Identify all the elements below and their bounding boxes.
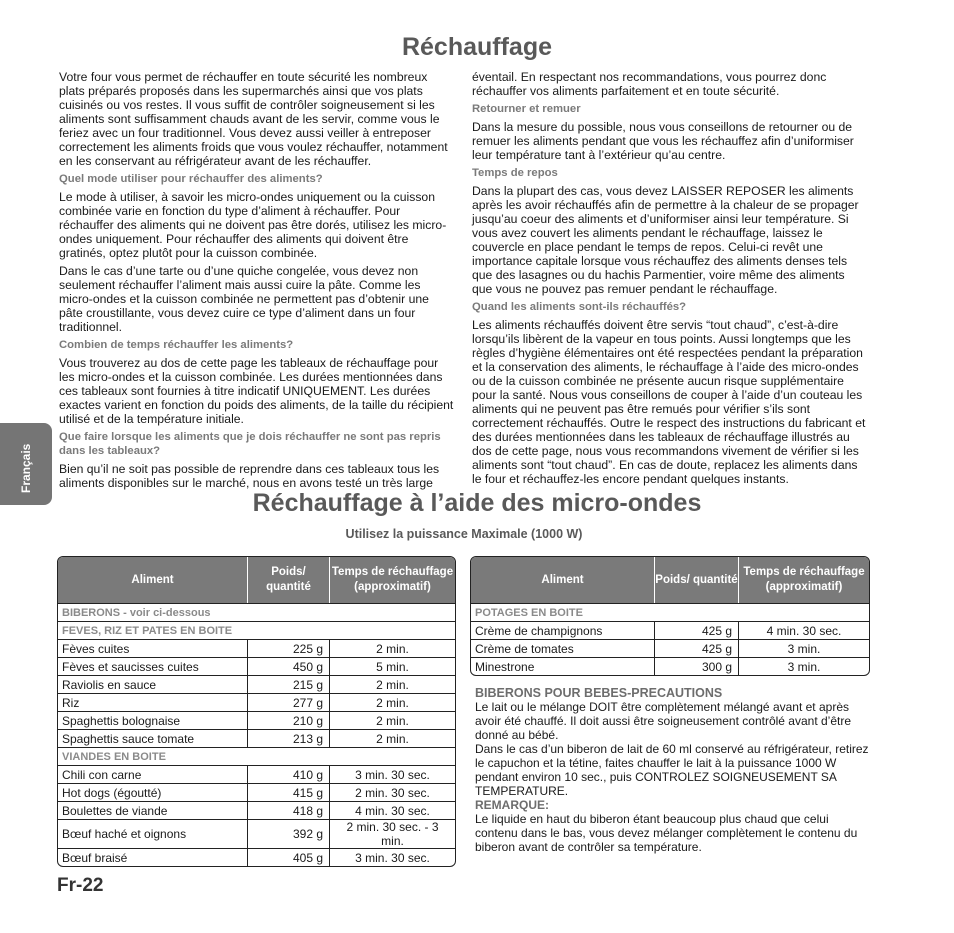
time-cell: 3 min. (739, 657, 869, 675)
left-text-column (59, 70, 454, 490)
food-cell: Boulettes de viande (58, 801, 248, 819)
table-row (471, 621, 869, 639)
baby-bottle-notes (475, 686, 870, 854)
table-category-row (471, 603, 869, 621)
paragraph: Dans la mesure du possible, nous vous conseillons de retourner ou de remuer les aliments pendant que vous les réchauffez afin d’uniformiser leur température tant à l’extérieur qu’au centre. (472, 120, 854, 162)
header-poids: Poids/ quantité (248, 557, 330, 603)
notes-heading: BIBERONS POUR BEBES-PRECAUTIONS (475, 686, 723, 700)
time-cell: 3 min. 30 sec. (330, 848, 455, 866)
weight-cell: 215 g (248, 675, 330, 693)
paragraph: Dans le cas d’une tarte ou d’une quiche congelée, vous devez non seulement réchauffer l’aliment mais aussi cuire la pâte. Comme les micro-ondes et la cuisson combinée ne permettent pas d’obtenir une pâte croustillante, vous devez cuire ce type d’aliment dans un four traditionnel. (59, 264, 429, 334)
time-cell: 4 min. 30 sec. (330, 801, 455, 819)
paragraph: Dans la plupart des cas, vous devez LAISSER REPOSER les aliments après les avoir réchauffés afin de permettre à la chaleur de se propager jusqu’au coeur des aliments et d’uniformiser ainsi leur température. Si vous avez couvert les aliments pendant le réchauffage, laissez le couvercle en place pendant le temps de repos. Celui-ci revêt une importance capitale lorsque vous réchauffez des aliments denses tels que des lasagnes ou du hachis Parmentier, voire même des aliments que vous ne pouvez pas remuer pendant le réchauffage. (472, 184, 859, 296)
table-row (58, 783, 455, 801)
language-tab-label: Français (19, 443, 33, 493)
food-cell: Fèves cuites (58, 639, 248, 657)
notes-paragraph: Dans le cas d’un biberon de lait de 60 ml conservé au réfrigérateur, retirez le capuchon et la tétine, faites chauffer le lait à la puissance 1000 W pendant environ 10 sec., puis CONTROLEZ SOIGNEUSEMENT SA TEMPERATURE. (475, 742, 869, 798)
header-temps: Temps de réchauffage (approximatif) (330, 557, 455, 603)
subheading: Quel mode utiliser pour réchauffer des aliments? (59, 173, 323, 185)
weight-cell: 450 g (248, 657, 330, 675)
food-cell: Raviolis en sauce (58, 675, 248, 693)
subheading: Retourner et remuer (472, 103, 581, 115)
food-cell: Spaghettis sauce tomate (58, 729, 248, 747)
weight-cell: 277 g (248, 693, 330, 711)
subheading: Combien de temps réchauffer les aliments? (59, 339, 294, 351)
category-label: POTAGES EN BOITE (471, 603, 869, 621)
food-cell: Minestrone (471, 657, 655, 675)
weight-cell: 210 g (248, 711, 330, 729)
weight-cell: 225 g (248, 639, 330, 657)
table-row (58, 848, 455, 866)
table-row (58, 801, 455, 819)
section-title: Réchauffage à l’aide des micro-ondes (252, 489, 702, 517)
time-cell: 5 min. (330, 657, 455, 675)
weight-cell: 392 g (248, 819, 330, 848)
category-label: VIANDES EN BOITE (58, 747, 455, 765)
time-cell: 2 min. (330, 729, 455, 747)
food-cell: Crème de champignons (471, 621, 655, 639)
weight-cell: 425 g (655, 621, 739, 639)
time-cell: 2 min. (330, 675, 455, 693)
table-row (58, 657, 455, 675)
weight-cell: 415 g (248, 783, 330, 801)
paragraph: Vous trouverez au dos de cette page les tableaux de réchauffage pour les micro-ondes et la cuisson combinée. Les durées mentionnées dans ces tableaux sont fournies à titre indicatif UNIQUEMENT. Les durées exactes varient en fonction du poids des aliments, de la taille du récipient utilisé et de la température initiale. (59, 356, 454, 426)
category-label: BIBERONS - voir ci-dessous (58, 603, 455, 621)
table-row (58, 639, 455, 657)
paragraph: Votre four vous permet de réchauffer en toute sécurité les nombreux plats préparés proposés dans les supermarchés ainsi que vos plats cuisinés ou vos restes. Il vous suffit de contrôler soigneusement si les aliments sont suffisamment chauds avant de les servir, comme vous le feriez avec un four traditionnel. Vous devez aussi veiller à entreposer correctement les aliments froids que vous voulez réchauffer, notamment en les conservant au réfrigérateur avant de les réchauffer. (59, 70, 448, 168)
table-row (471, 657, 869, 675)
food-cell: Spaghettis bolognaise (58, 711, 248, 729)
time-cell: 4 min. 30 sec. (739, 621, 869, 639)
subheading: Que faire lorsque les aliments que je dois réchauffer ne sont pas repris dans les tableaux? (59, 431, 441, 457)
table-category-row (58, 621, 455, 639)
notes-paragraph: Le lait ou le mélange DOIT être complètement mélangé avant et après avoir été chauffé. Il doit aussi être soigneusement contrôlé avant d’être donné au bébé. (475, 700, 852, 742)
food-cell: Hot dogs (égoutté) (58, 783, 248, 801)
right-text-column (472, 70, 867, 486)
reheat-table-left (57, 556, 456, 867)
food-cell: Bœuf braisé (58, 848, 248, 866)
weight-cell: 418 g (248, 801, 330, 819)
power-subtitle: Utilisez la puissance Maximale (1000 W) (345, 527, 583, 541)
time-cell: 2 min. (330, 693, 455, 711)
food-cell: Fèves et saucisses cuites (58, 657, 248, 675)
food-cell: Chili con carne (58, 765, 248, 783)
table-row (58, 693, 455, 711)
food-cell: Crème de tomates (471, 639, 655, 657)
weight-cell: 425 g (655, 639, 739, 657)
table-row (58, 765, 455, 783)
time-cell: 2 min. 30 sec. - 3 min. (330, 819, 455, 848)
paragraph: Les aliments réchauffés doivent être servis “tout chaud”, c’est-à-dire lorsqu’ils libèrent de la vapeur en tous points. Aussi longtemps que les règles d’hygiène élémentaires ont été respectées pendant la préparation et la conservation des aliments, le réchauffage à l’aide des micro-ondes ou de la cuisson combinée ne présente aucun risque supplémentaire pour la santé. Nous vous conseillons de couper à l’aide d’un couteau les aliments qui ne peuvent pas être remués pour vérifier s’ils sont correctement réchauffés. Outre le respect des instructions du fabricant et des durées mentionnées dans les tableaux de réchauffage illustrés au dos de cette page, nous vous recommandons vivement de vérifier si les aliments sont “tout chaud”. En cas de doute, replacez les aliments dans le four et réchauffez-les encore pendant quelques instants. (472, 318, 866, 486)
remark-paragraph: Le liquide en haut du biberon étant beaucoup plus chaud que celui contenu dans le bas, vous devez mélanger complètement le contenu du biberon avant de contrôler sa température. (475, 812, 858, 854)
time-cell: 3 min. (739, 639, 869, 657)
time-cell: 2 min. (330, 711, 455, 729)
page-title: Réchauffage (401, 33, 553, 61)
weight-cell: 213 g (248, 729, 330, 747)
weight-cell: 300 g (655, 657, 739, 675)
header-aliment: Aliment (58, 557, 248, 603)
weight-cell: 410 g (248, 765, 330, 783)
table-row (58, 729, 455, 747)
remark-heading: REMARQUE: (475, 798, 549, 812)
paragraph: Le mode à utiliser, à savoir les micro-ondes uniquement ou la cuisson combinée varie en fonction du type d’aliment à réchauffer. Pour réchauffer des aliments qui ne doivent pas être dorés, utilisez les micro-ondes uniquement. Pour réchauffer des aliments qui doivent être gratinés, optez plutôt pour la cuisson combinée. (59, 190, 447, 260)
table-category-row (58, 603, 455, 621)
table-row (58, 711, 455, 729)
table-row (471, 639, 869, 657)
time-cell: 3 min. 30 sec. (330, 765, 455, 783)
page-number: Fr-22 (57, 875, 104, 896)
subheading: Quand les aliments sont-ils réchauffés? (472, 301, 687, 313)
food-cell: Bœuf haché et oignons (58, 819, 248, 848)
table-row (58, 819, 455, 848)
food-cell: Riz (58, 693, 248, 711)
header-aliment: Aliment (471, 557, 655, 603)
subheading: Temps de repos (472, 167, 558, 179)
table-row (58, 675, 455, 693)
time-cell: 2 min. (330, 639, 455, 657)
header-temps: Temps de réchauffage (approximatif) (739, 557, 869, 603)
category-label: FEVES, RIZ ET PATES EN BOITE (58, 621, 455, 639)
header-poids: Poids/ quantité (655, 557, 739, 603)
paragraph: Bien qu’il ne soit pas possible de reprendre dans ces tableaux tous les aliments disponibles sur le marché, nous en avons testé un très large (59, 462, 440, 490)
paragraph: éventail. En respectant nos recommandations, vous pourrez donc réchauffer vos aliments parfaitement et en toute sécurité. (472, 70, 827, 98)
time-cell: 2 min. 30 sec. (330, 783, 455, 801)
table-category-row (58, 747, 455, 765)
reheat-table-right (470, 556, 870, 676)
weight-cell: 405 g (248, 848, 330, 866)
